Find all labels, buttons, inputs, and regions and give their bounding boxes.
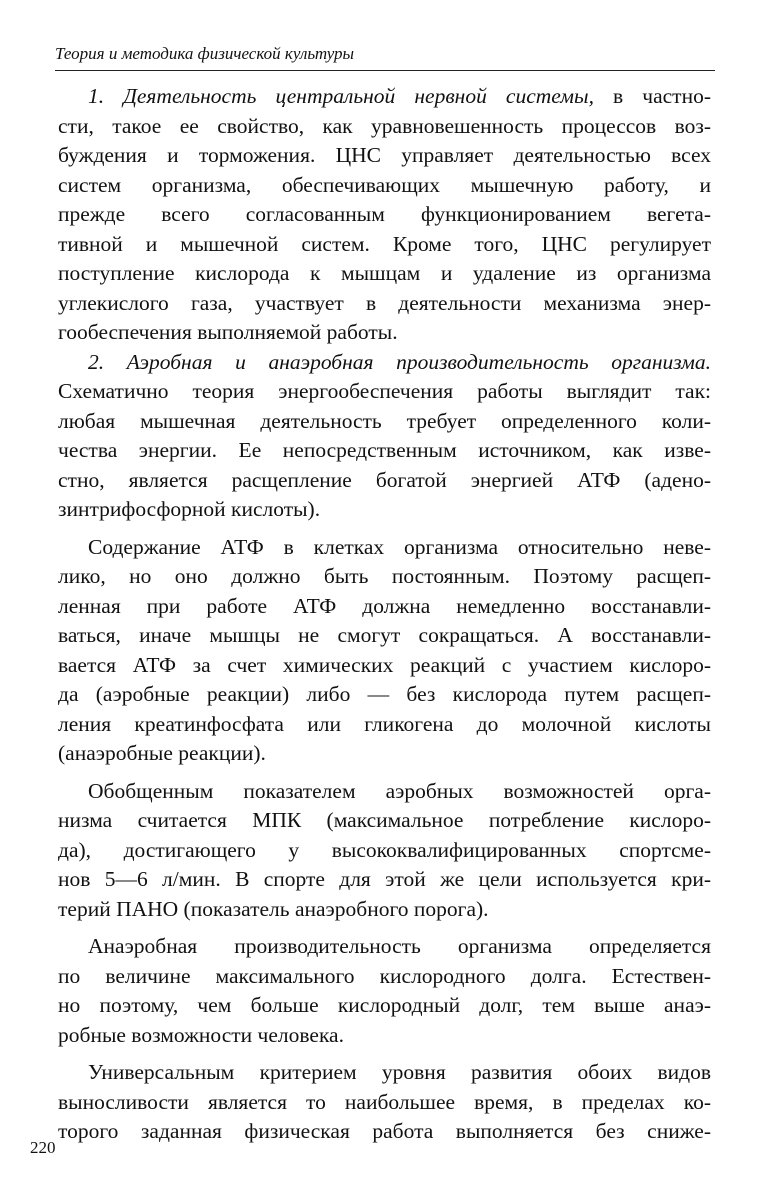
page-number: 220 <box>30 1138 56 1157</box>
text-line: низма считается МПК (максимальное потребление кислоро- <box>58 808 711 832</box>
text-line: выносливости является то наибольшее время, в пределах ко- <box>58 1089 711 1114</box>
text-line: Обобщенным показателем аэробных возможностей орга- <box>88 778 711 803</box>
text-line: но поэтому, чем больше кислородный долг, тем выше анаэ- <box>58 993 711 1017</box>
text-line: торого заданная физическая работа выполняется без сниже- <box>58 1119 711 1143</box>
paragraph-gap <box>58 924 711 932</box>
text-line: Содержание АТФ в клетках организма относительно неве- <box>88 534 711 559</box>
text-line: да (аэробные реакции) либо — без кислорода путем расщеп- <box>58 682 711 706</box>
text-line: лико, но оно должно быть постоянным. Поэтому расщеп- <box>58 564 711 588</box>
text-line: робные возможности человека. <box>58 1022 344 1047</box>
paragraph-6 <box>58 1058 711 1147</box>
text-line: вается АТФ за счет химических реакций с участием кислоро- <box>58 652 711 677</box>
paragraph-4 <box>58 777 711 925</box>
header-rule <box>55 70 715 71</box>
text-line: нов 5—6 л/мин. В спорте для этой же цели используется кри- <box>58 867 711 891</box>
text-line: буждения и торможения. ЦНС управляет деятельностью всех <box>58 143 711 167</box>
text-line: зинтрифосфорной кислоты). <box>58 497 321 521</box>
paragraph-gap <box>58 769 711 777</box>
text-line: чества энергии. Ее непосредственным источником, как изве- <box>58 438 711 462</box>
paragraph-2 <box>58 348 711 525</box>
text-fragment: в частно- <box>593 84 711 108</box>
paragraph-5 <box>58 932 711 1050</box>
section-heading: 2. Аэробная и анаэробная производительность организма. <box>88 349 711 374</box>
text-line: прежде всего согласованным функционированием вегета- <box>58 202 711 226</box>
paragraph-gap <box>58 1050 711 1058</box>
text-line: ленная при работе АТФ должна немедленно восстанавли- <box>58 593 711 618</box>
text-line: да), достигающего у высококвалифицированных спортсме- <box>58 837 711 862</box>
text-line: Универсальным критерием уровня развития обоих видов <box>88 1060 711 1084</box>
running-head: Теория и методика физической культуры <box>55 44 355 63</box>
text-line: углекислого газа, участвует в деятельности механизма энер- <box>58 290 711 315</box>
section-heading: 1. Деятельность центральной нервной системы, <box>88 84 594 108</box>
text-line: ления креатинфосфата или гликогена до молочной кислоты <box>58 711 711 736</box>
text-line: по величине максимального кислородного долга. Естествен- <box>58 963 711 988</box>
paragraph-3 <box>58 533 711 769</box>
text-line: Схематично теория энергообеспечения работы выглядит так: <box>58 379 711 403</box>
paragraph-1 <box>58 82 711 348</box>
text-line: тивной и мышечной систем. Кроме того, ЦНС регулирует <box>58 231 711 256</box>
text-line: систем организма, обеспечивающих мышечную работу, и <box>58 172 711 197</box>
text-line: гообеспечения выполняемой работы. <box>58 320 398 344</box>
text-line <box>58 82 711 112</box>
paragraph-gap <box>58 525 711 533</box>
text-line: ваться, иначе мышцы не смогут сокращаться. А восстанавли- <box>58 623 711 647</box>
text-line: любая мышечная деятельность требует определенного коли- <box>58 408 711 433</box>
text-line: стно, является расщепление богатой энергией АТФ (адено- <box>58 467 711 492</box>
text-line: Анаэробная производительность организма определяется <box>88 934 711 958</box>
body-text <box>58 82 711 1147</box>
text-line: (анаэробные реакции). <box>58 741 266 765</box>
text-line: сти, такое ее свойство, как уравновешенность процессов воз- <box>58 113 711 138</box>
text-line: поступление кислорода к мышцам и удаление из организма <box>58 261 711 285</box>
text-line: терий ПАНО (показатель анаэробного порога). <box>58 896 489 921</box>
